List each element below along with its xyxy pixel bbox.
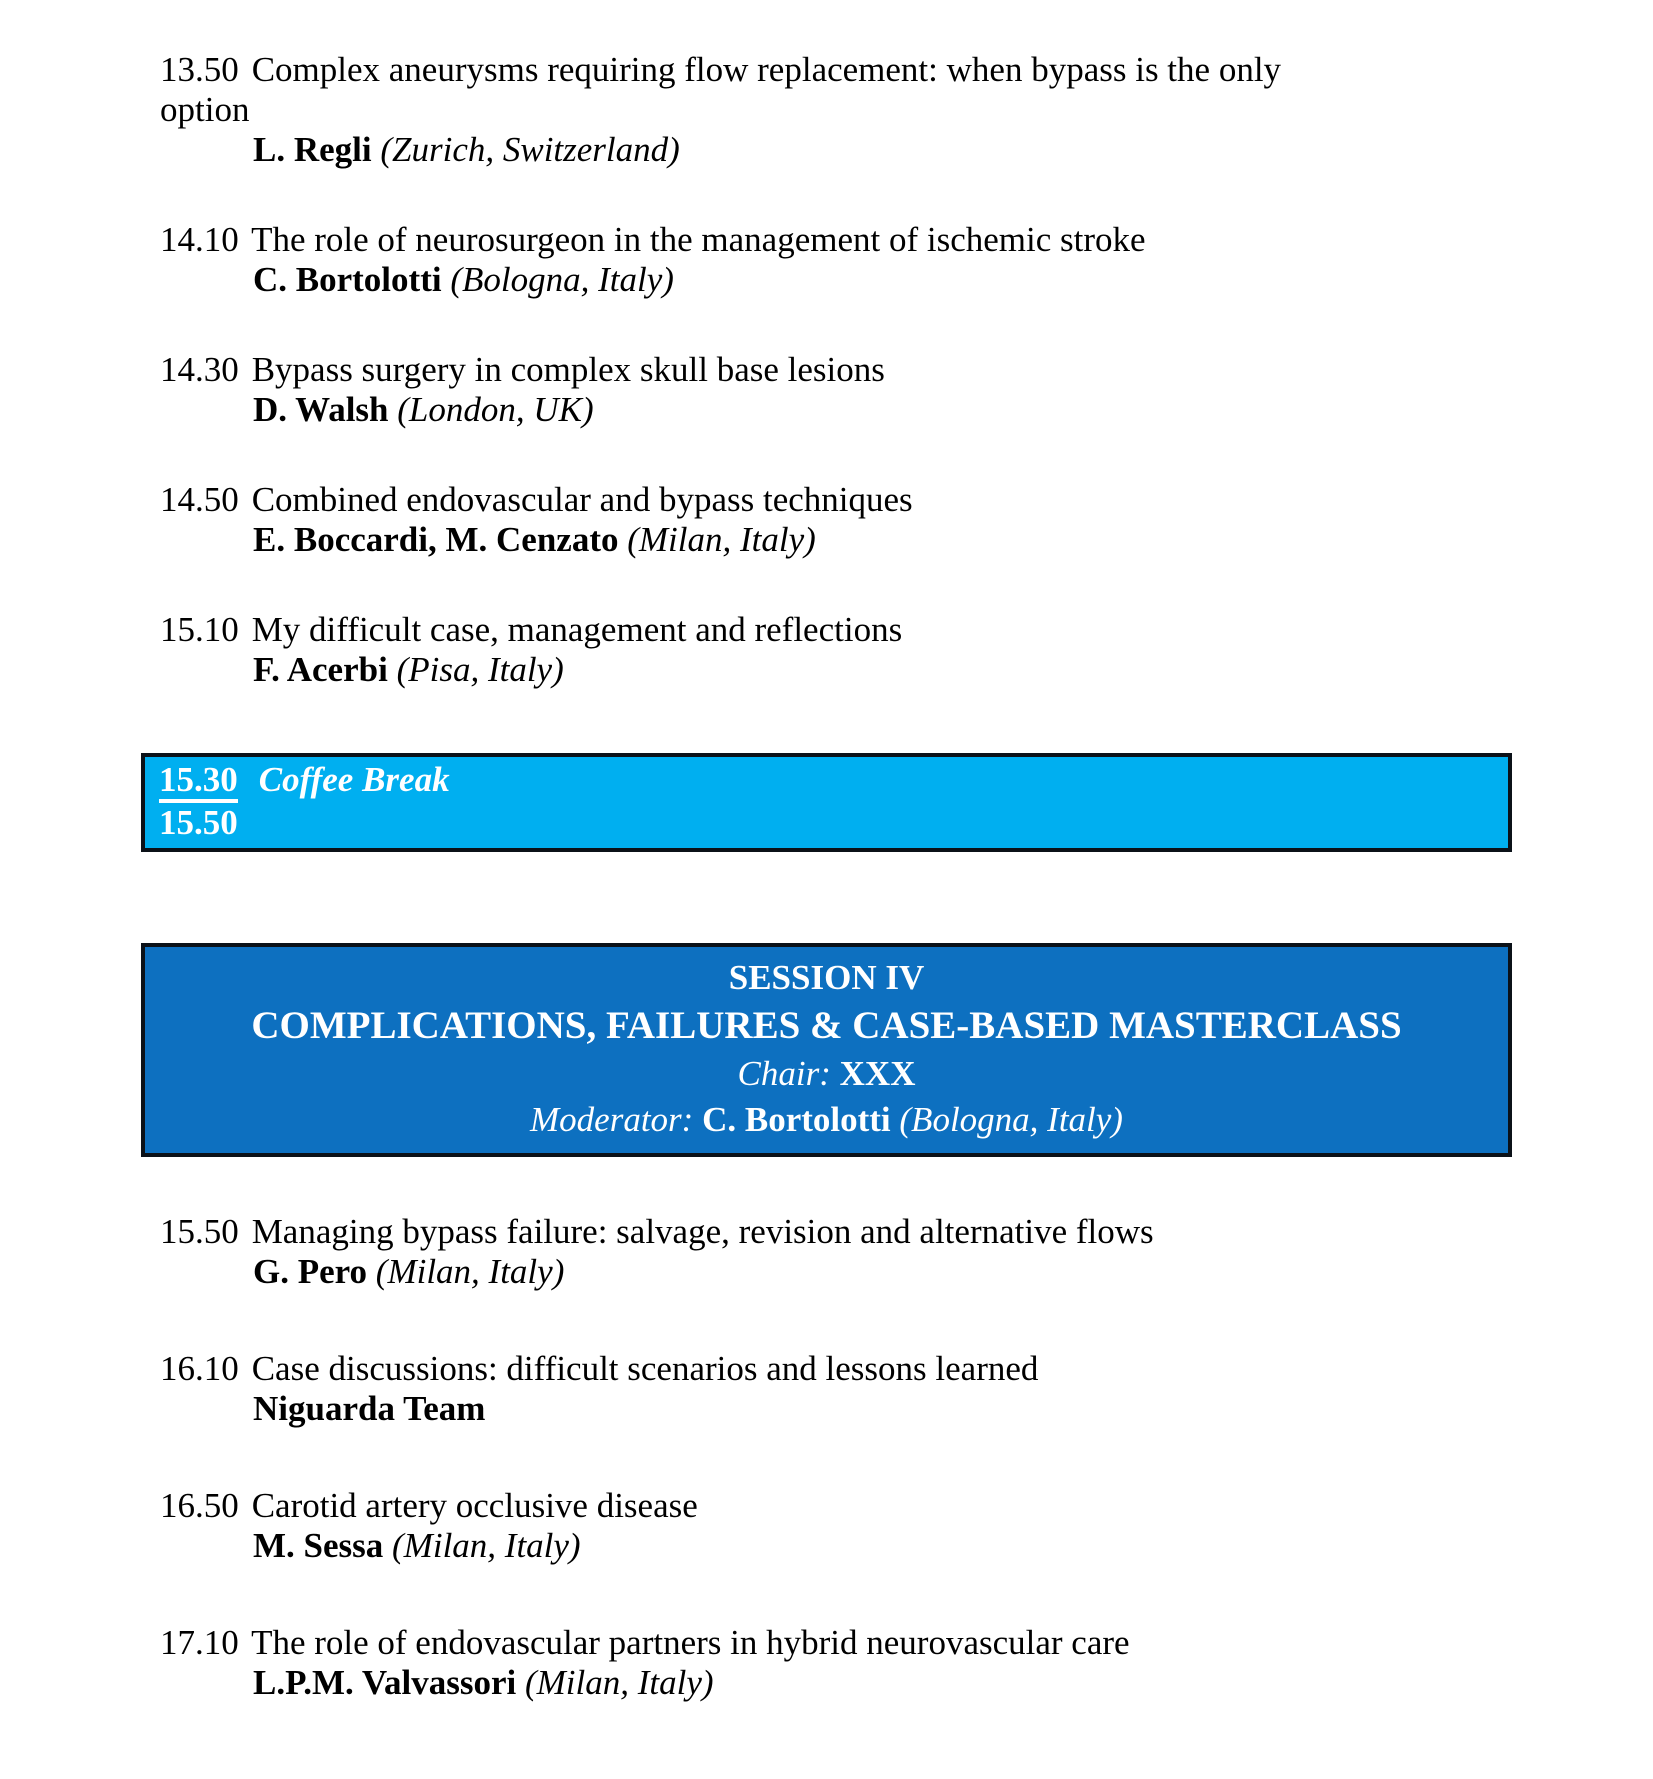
agenda-item-title-line <box>160 1623 1310 1663</box>
item-speakers: F. Acerbi <box>253 650 388 689</box>
item-title: Case discussions: difficult scenarios and lessons learned <box>251 1349 1039 1388</box>
coffee-break-banner <box>141 753 1512 852</box>
item-title: Bypass surgery in complex skull base lesions <box>251 350 885 389</box>
item-speakers: E. Boccardi, M. Cenzato <box>253 520 619 559</box>
item-speakers: L. Regli <box>253 130 372 169</box>
item-time: 16.50 <box>160 1486 239 1525</box>
agenda-item-title-line <box>160 1349 1310 1389</box>
coffee-break-line2 <box>159 803 1494 843</box>
item-speakers: Niguarda Team <box>253 1389 486 1428</box>
item-location: (Zurich, Switzerland) <box>380 130 680 169</box>
session-title: COMPLICATIONS, FAILURES & CASE-BASED MASTERCLASS <box>251 1004 1402 1047</box>
item-location: (Milan, Italy) <box>375 1252 565 1291</box>
item-title: Carotid artery occlusive disease <box>251 1486 698 1525</box>
item-title: The role of neurosurgeon in the management of ischemic stroke <box>251 220 1146 259</box>
agenda-item-speaker-line <box>160 1663 1310 1703</box>
item-location: (Milan, Italy) <box>627 520 816 559</box>
coffee-break-start-time: 15.30 <box>159 763 238 803</box>
item-location: (Milan, Italy) <box>392 1526 581 1565</box>
chair-label: Chair: <box>737 1054 831 1093</box>
item-speakers: G. Pero <box>253 1252 368 1291</box>
session-moderator-line <box>165 1097 1488 1143</box>
item-speakers: M. Sessa <box>253 1526 384 1565</box>
agenda-item-title-line <box>160 50 1310 130</box>
item-speakers: D. Walsh <box>253 390 389 429</box>
agenda-item-speaker-line <box>160 650 1310 690</box>
item-location: (Pisa, Italy) <box>396 650 564 689</box>
session-header-banner <box>141 943 1512 1157</box>
agenda-item <box>160 220 1310 300</box>
item-speakers: L.P.M. Valvassori <box>253 1663 517 1702</box>
moderator-name: C. Bortolotti <box>702 1100 891 1139</box>
agenda-item-title-line <box>160 1212 1310 1252</box>
item-time: 14.50 <box>160 480 239 519</box>
item-location: (Milan, Italy) <box>524 1663 714 1702</box>
chair-name: XXX <box>839 1054 916 1093</box>
agenda-item <box>160 480 1310 560</box>
agenda-item <box>160 1349 1310 1429</box>
coffee-break-end-time: 15.50 <box>159 803 238 842</box>
item-title: Managing bypass failure: salvage, revision and alternative flows <box>251 1212 1154 1251</box>
agenda-item <box>160 1212 1310 1292</box>
item-time: 17.10 <box>160 1623 239 1662</box>
coffee-break-label: Coffee Break <box>258 760 450 799</box>
item-time: 14.10 <box>160 220 239 259</box>
session-label: SESSION IV <box>728 958 925 997</box>
item-time: 13.50 <box>160 50 239 89</box>
item-time: 15.50 <box>160 1212 239 1251</box>
agenda-item-speaker-line <box>160 390 1310 430</box>
item-time: 14.30 <box>160 350 239 389</box>
item-title: My difficult case, management and reflections <box>251 610 903 649</box>
moderator-location: (Bologna, Italy) <box>899 1100 1123 1139</box>
agenda-item-speaker-line <box>160 1389 1310 1429</box>
agenda-item <box>160 610 1310 690</box>
agenda-item-title-line <box>160 350 1310 390</box>
agenda-item-speaker-line <box>160 130 1310 170</box>
session-chair-line <box>165 1051 1488 1097</box>
program-schedule-bottom <box>160 1212 1653 1703</box>
agenda-item-speaker-line <box>160 1252 1310 1292</box>
agenda-item-title-line <box>160 220 1310 260</box>
agenda-item-speaker-line <box>160 520 1310 560</box>
item-location: (Bologna, Italy) <box>450 260 674 299</box>
item-title: Combined endovascular and bypass techniques <box>251 480 913 519</box>
item-title: The role of endovascular partners in hybrid neurovascular care <box>251 1623 1130 1662</box>
agenda-item-title-line <box>160 610 1310 650</box>
agenda-item-title-line <box>160 1486 1310 1526</box>
agenda-item-title-line <box>160 480 1310 520</box>
program-schedule-top <box>160 50 1653 690</box>
coffee-break-line1 <box>159 760 1494 803</box>
agenda-item-speaker-line <box>160 1526 1310 1566</box>
agenda-item <box>160 1623 1310 1703</box>
moderator-label: Moderator: <box>530 1100 694 1139</box>
item-title: Complex aneurysms requiring flow replacement: when bypass is the only option <box>160 50 1282 129</box>
item-time: 16.10 <box>160 1349 239 1388</box>
agenda-item <box>160 350 1310 430</box>
agenda-item <box>160 1486 1310 1566</box>
agenda-item <box>160 50 1310 170</box>
agenda-item-speaker-line <box>160 260 1310 300</box>
item-location: (London, UK) <box>397 390 594 429</box>
item-time: 15.10 <box>160 610 239 649</box>
item-speakers: C. Bortolotti <box>253 260 442 299</box>
